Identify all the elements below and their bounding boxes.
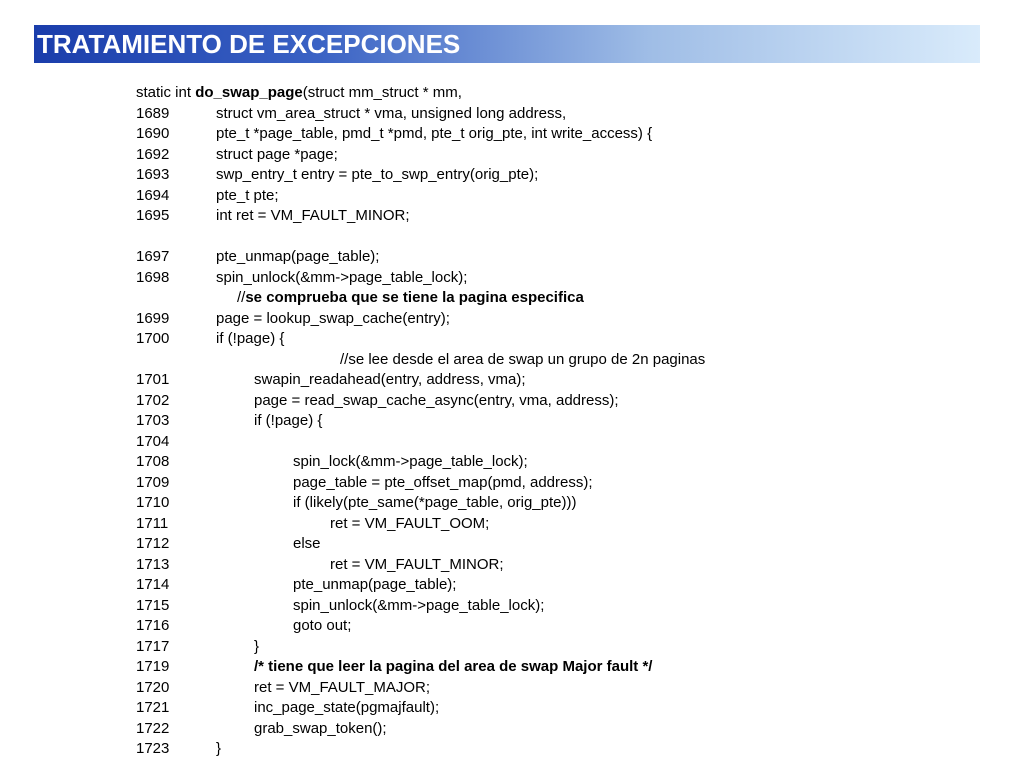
code-line (136, 391, 996, 412)
code-line (136, 657, 996, 678)
line-number: 1713 (136, 555, 170, 573)
line-number: 1702 (136, 391, 170, 409)
code-text: } (216, 740, 222, 757)
code-text: page = read_swap_cache_async(entry, vma, address); (254, 391, 619, 409)
line-number: 1701 (136, 371, 170, 388)
code-line (136, 493, 996, 514)
line-number: 1712 (136, 535, 170, 552)
code-text: pte_t pte; (216, 186, 279, 204)
line-number: 1690 (136, 125, 170, 142)
comment-line (136, 288, 996, 309)
line-number: 1698 (136, 268, 170, 286)
line-number: 1719 (136, 658, 170, 675)
code-line (136, 309, 996, 330)
code-header-prefix: static int (136, 84, 196, 101)
line-number: 1721 (136, 699, 170, 716)
code-text: swp_entry_t entry = pte_to_swp_entry(orig_pte); (216, 166, 539, 183)
code-text: pte_unmap(page_table); (293, 576, 457, 593)
code-line (136, 206, 996, 227)
slide-title: TRATAMIENTO DE EXCEPCIONES (37, 29, 461, 59)
code-line (136, 616, 996, 637)
code-line (136, 186, 996, 207)
line-number: 1708 (136, 453, 170, 470)
code-text: ret = VM_FAULT_MINOR; (330, 555, 504, 573)
line-number: 1722 (136, 719, 170, 737)
line-number: 1689 (136, 104, 170, 122)
line-number: 1716 (136, 617, 170, 634)
line-number: 1699 (136, 309, 170, 327)
code-text: pte_unmap(page_table); (216, 248, 380, 265)
code-text: page = lookup_swap_cache(entry); (216, 309, 450, 327)
code-line (136, 739, 996, 760)
comment-text: //se lee desde el area de swap un grupo de 2n paginas (340, 350, 706, 368)
line-number: 1717 (136, 637, 170, 655)
line-number: 1697 (136, 248, 170, 265)
comment-prefix: // (237, 289, 246, 306)
line-number: 1710 (136, 494, 170, 511)
code-text: else (293, 535, 321, 552)
code-text: struct page *page; (216, 145, 338, 163)
code-header-args: (struct mm_struct * mm, (302, 84, 462, 101)
line-number: 1723 (136, 740, 170, 757)
code-line (136, 473, 996, 494)
code-text: swapin_readahead(entry, address, vma); (254, 371, 526, 388)
code-text: inc_page_state(pgmajfault); (254, 699, 440, 716)
code-text: grab_swap_token(); (254, 719, 387, 737)
code-text: spin_unlock(&mm->page_table_lock); (293, 596, 545, 614)
code-line (136, 678, 996, 699)
code-text: } (254, 637, 260, 655)
code-line (136, 596, 996, 617)
line-number: 1700 (136, 330, 170, 347)
code-line (136, 719, 996, 740)
code-comment-bold: /* tiene que leer la pagina del area de swap Major fault */ (254, 658, 653, 675)
code-line (136, 329, 996, 350)
code-text: if (!page) { (216, 330, 285, 347)
code-text: spin_lock(&mm->page_table_lock); (293, 453, 528, 470)
code-line (136, 514, 996, 535)
line-number: 1709 (136, 473, 170, 491)
line-number: 1695 (136, 207, 170, 224)
code-line (136, 575, 996, 596)
code-line (136, 247, 996, 268)
line-number: 1703 (136, 412, 170, 429)
code-line (136, 637, 996, 658)
code-line (136, 452, 996, 473)
comment-line (136, 350, 996, 371)
code-text: if (likely(pte_same(*page_table, orig_pte))) (293, 494, 577, 511)
code-text: goto out; (293, 617, 352, 634)
line-number: 1704 (136, 432, 170, 450)
line-number: 1720 (136, 678, 170, 696)
code-line (136, 104, 996, 125)
line-number: 1715 (136, 596, 170, 614)
function-name: do_swap_page (195, 84, 303, 101)
code-line (136, 698, 996, 719)
code-line (136, 534, 996, 555)
code-text: page_table = pte_offset_map(pmd, address); (293, 473, 593, 491)
line-number: 1693 (136, 166, 170, 183)
code-text: ret = VM_FAULT_MAJOR; (254, 678, 431, 696)
line-number: 1711 (136, 514, 169, 532)
blank-line (136, 227, 996, 248)
code-line (136, 124, 996, 145)
title-bar (34, 25, 980, 63)
code-line (136, 145, 996, 166)
code-text: ret = VM_FAULT_OOM; (330, 514, 490, 532)
code-text: int ret = VM_FAULT_MINOR; (216, 207, 410, 224)
code-header-line (136, 83, 996, 104)
comment-text (237, 288, 584, 309)
comment-bold-text: se comprueba que se tiene la pagina especifica (245, 289, 584, 306)
code-line (136, 165, 996, 186)
code-line (136, 268, 996, 289)
line-number: 1692 (136, 145, 170, 163)
code-text: pte_t *page_table, pmd_t *pmd, pte_t orig_pte, int write_access) { (216, 125, 653, 142)
code-text: struct vm_area_struct * vma, unsigned long address, (216, 104, 567, 122)
code-listing (136, 83, 996, 760)
line-number: 1694 (136, 186, 170, 204)
code-line (136, 432, 996, 453)
code-line (136, 370, 996, 391)
code-line (136, 411, 996, 432)
line-number: 1714 (136, 576, 170, 593)
code-text: spin_unlock(&mm->page_table_lock); (216, 268, 468, 286)
code-line (136, 555, 996, 576)
code-text: if (!page) { (254, 412, 323, 429)
